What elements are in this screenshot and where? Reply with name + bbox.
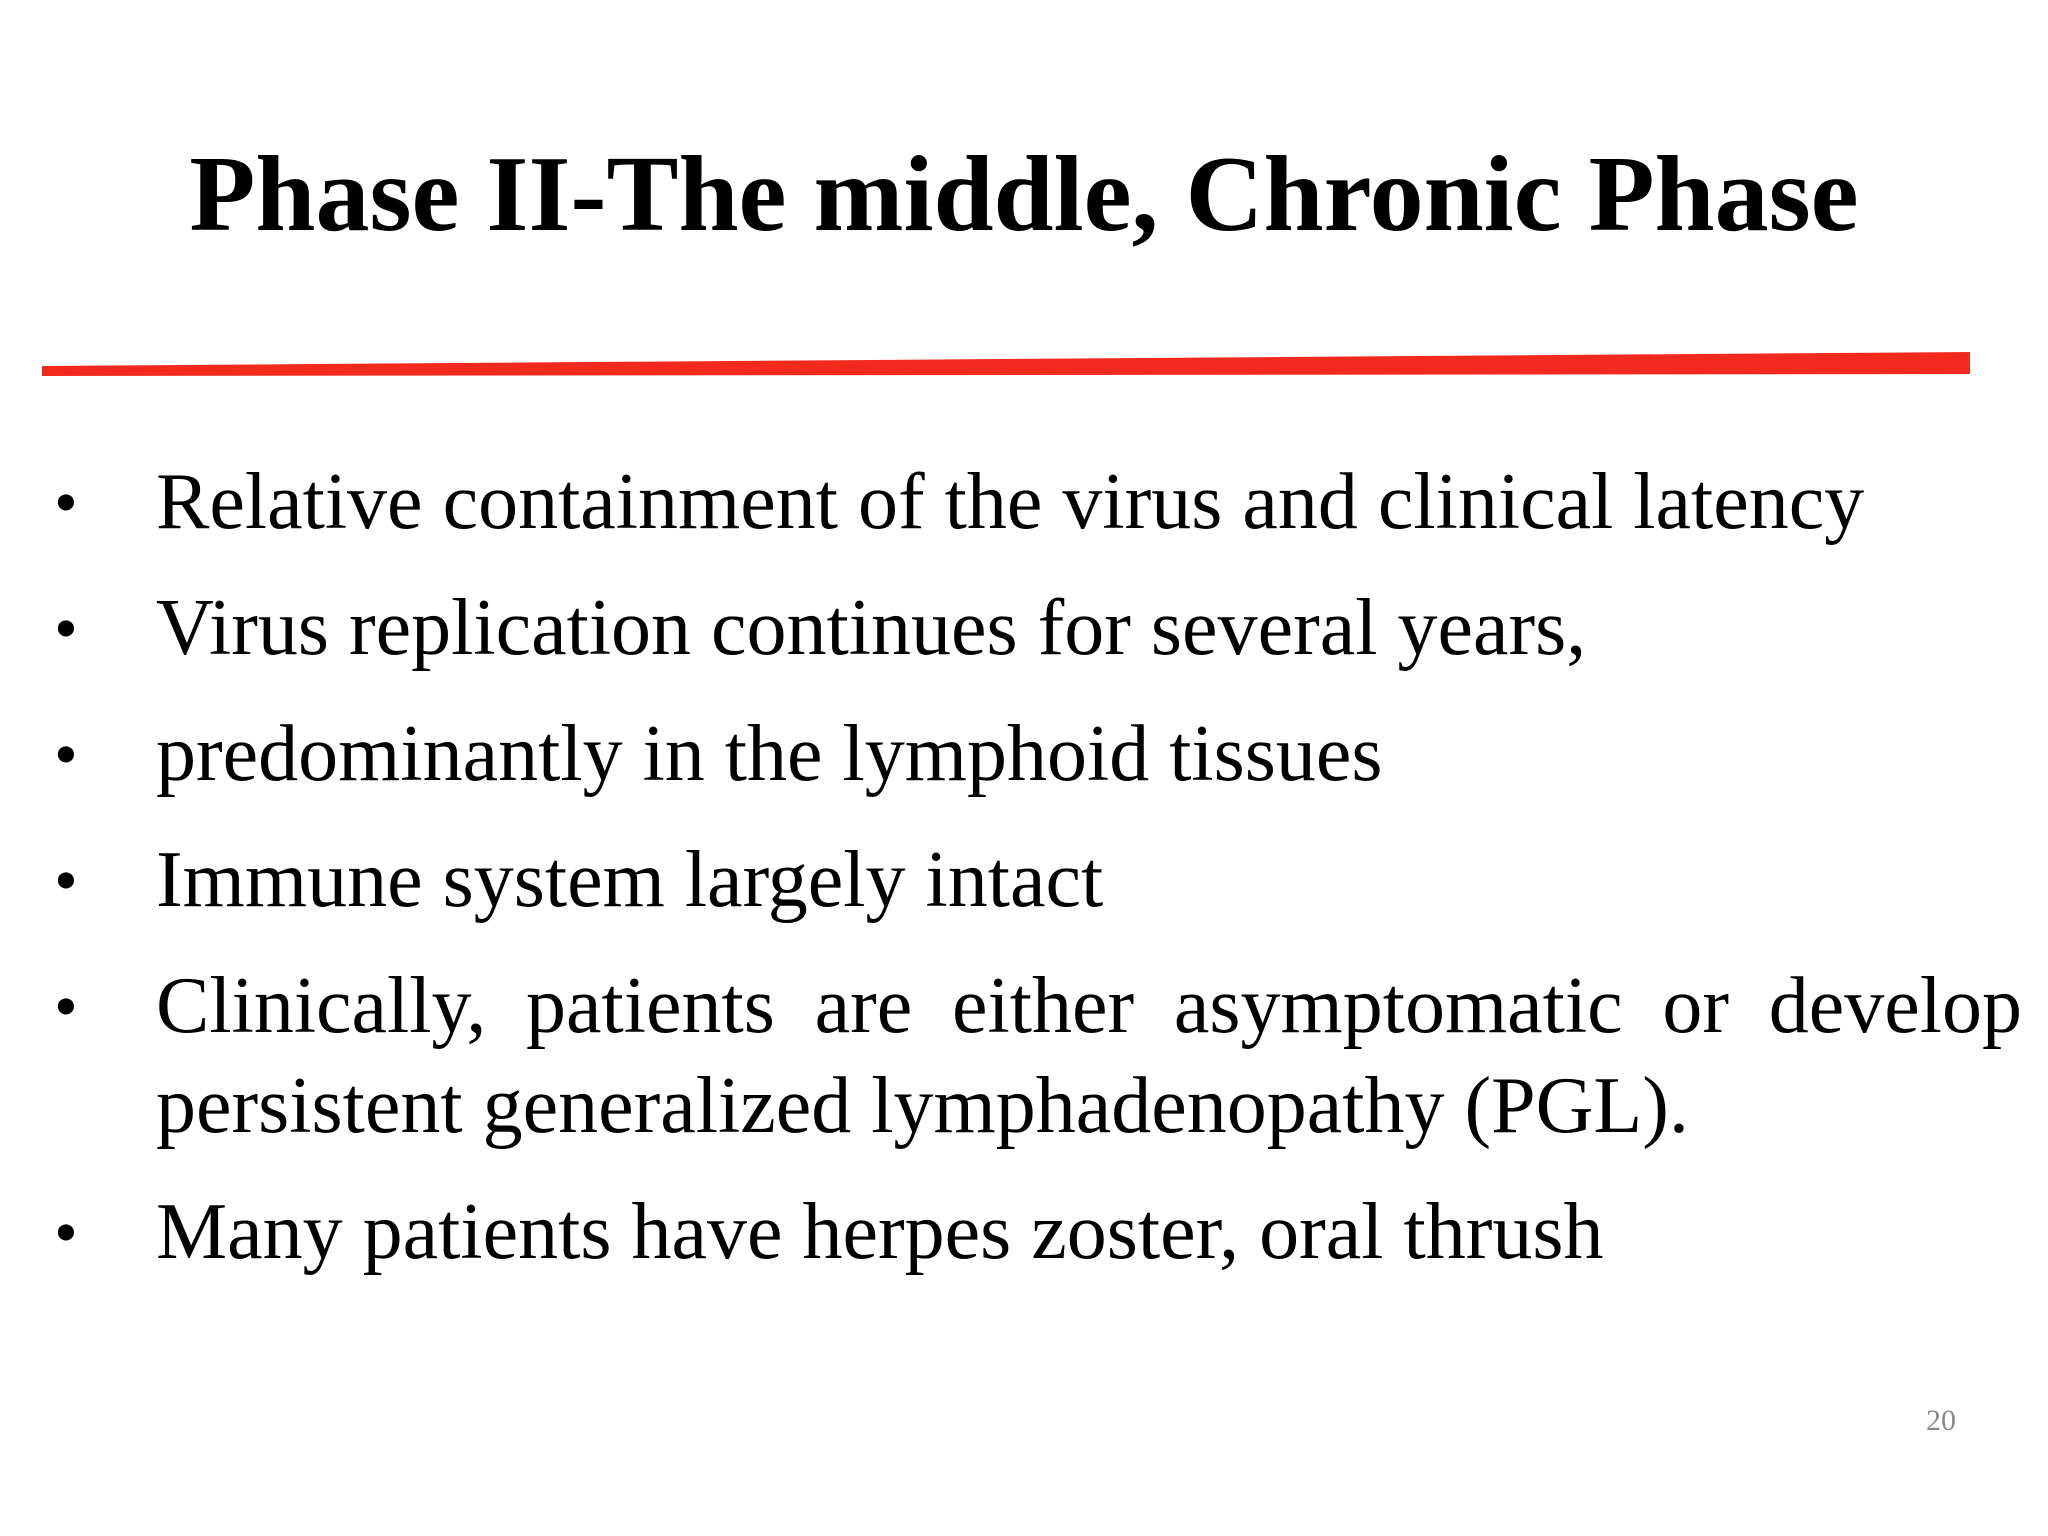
bullet-text: Relative containment of the virus and clinical latency xyxy=(156,458,1865,546)
bullet-text: predominantly in the lymphoid tissues xyxy=(156,710,1383,798)
bullet-icon: • xyxy=(54,716,78,792)
bullet-text: Virus replication continues for several years, xyxy=(156,584,1587,672)
slide-title: Phase II-The middle, Chronic Phase xyxy=(189,135,1859,254)
bullet-item xyxy=(48,704,2026,804)
bullet-icon: • xyxy=(54,968,78,1044)
bullet-text: Immune system largely intact xyxy=(156,836,1104,924)
bullet-item xyxy=(48,956,2026,1156)
bullet-text: Clinically, patients are either asymptomatic or develop persistent generalized lymphadenopathy (PGL). xyxy=(156,962,2022,1150)
page-number: 20 xyxy=(1926,1404,1956,1437)
bullet-icon: • xyxy=(54,590,78,666)
bullet-list xyxy=(48,452,2026,1308)
bullet-item xyxy=(48,452,2026,552)
bullet-text: Many patients have herpes zoster, oral thrush xyxy=(156,1188,1604,1276)
bullet-item xyxy=(48,1182,2026,1282)
bullet-item xyxy=(48,830,2026,930)
red-divider-line xyxy=(42,352,1970,376)
bullet-icon: • xyxy=(54,1194,78,1270)
bullet-icon: • xyxy=(54,464,78,540)
bullet-item xyxy=(48,578,2026,678)
bullet-icon: • xyxy=(54,842,78,918)
